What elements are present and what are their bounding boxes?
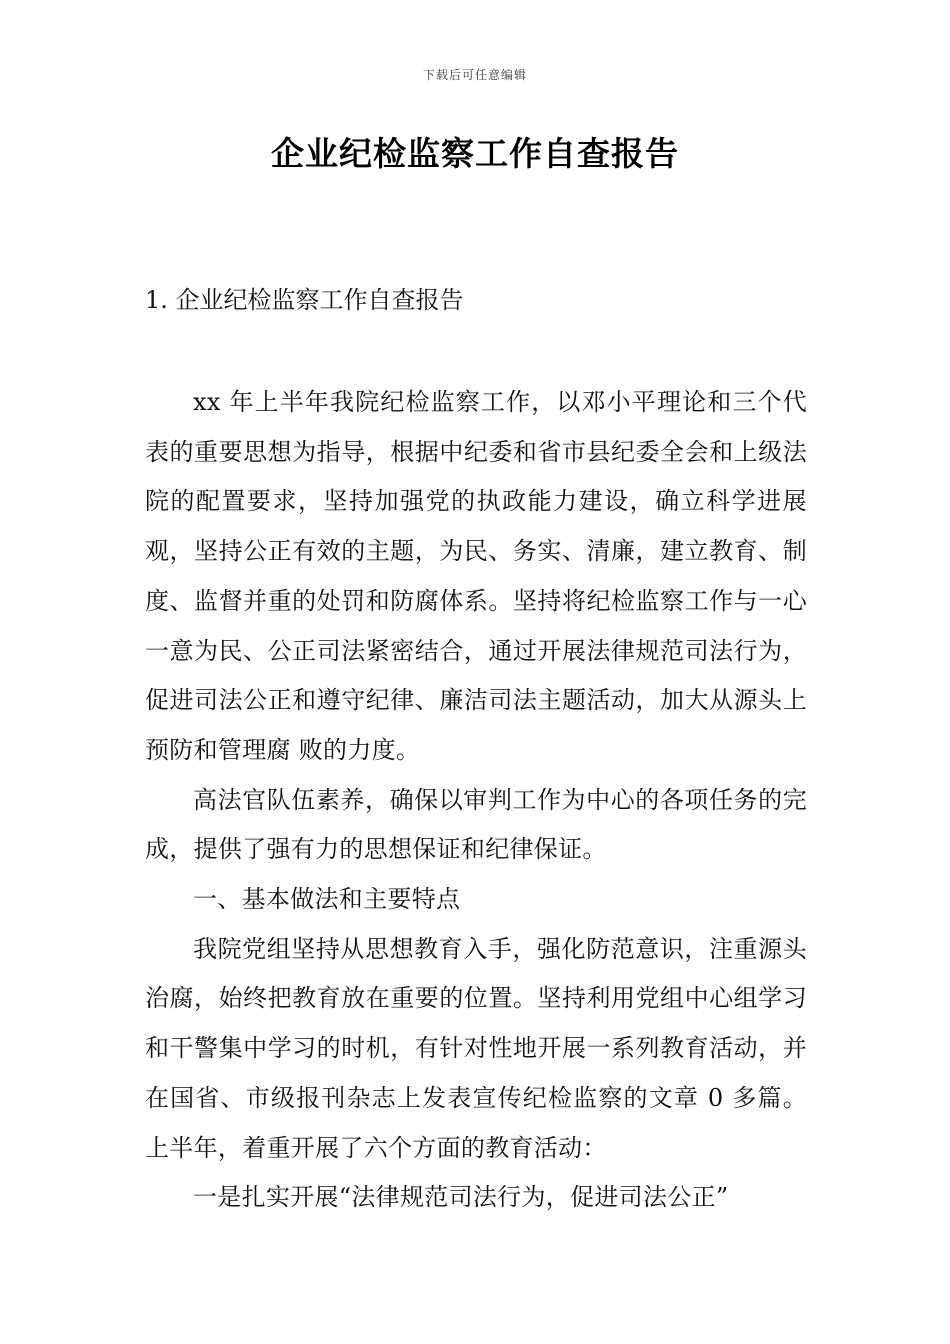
section-heading: 1. 企业纪检监察工作自查报告 xyxy=(145,286,464,314)
document-body xyxy=(145,378,807,1223)
header-note: 下载后可任意编辑 xyxy=(422,68,527,82)
paragraph-first-activity: 一是扎实开展“法律规范司法行为，促进司法公正” xyxy=(193,1183,729,1212)
document-title: 企业纪检监察工作自查报告 xyxy=(271,134,679,173)
subheading-basic-practices: 一、基本做法和主要特点 xyxy=(193,885,461,914)
paragraph-intro: xx 年上半年我院纪检监察工作，以邓小平理论和三个代表的重要思想为指导，根据中纪委和省市县纪委全会和上级法院的配置要求，坚持加强党的执政能力建设，确立科学进展观，坚持公正有效的主题，为民、务实、清廉，建立教育、制度、监督并重的处罚和防腐体系。坚持将纪检监察工作与一心一意为民、公正司法紧密结合，通过开展法律规范司法行为，促进司法公正和遵守纪律、廉洁司法主题活动，加大从源头上预防和管理腐 败的力度。 xyxy=(145,388,807,764)
paragraph-education: 我院党组坚持从思想教育入手，强化防范意识，注重源头治腐，始终把教育放在重要的位置。坚持利用党组中心组学习和干警集中学习的时机，有针对性地开展一系列教育活动，并在国省、市级报刊杂志上发表宣传纪检监察的文章 0 多篇。上半年，着重开展了六个方面的教育活动： xyxy=(145,934,807,1162)
paragraph-guarantee: 高法官队伍素养，确保以审判工作为中心的各项任务的完成，提供了强有力的思想保证和纪律保证。 xyxy=(145,785,807,864)
